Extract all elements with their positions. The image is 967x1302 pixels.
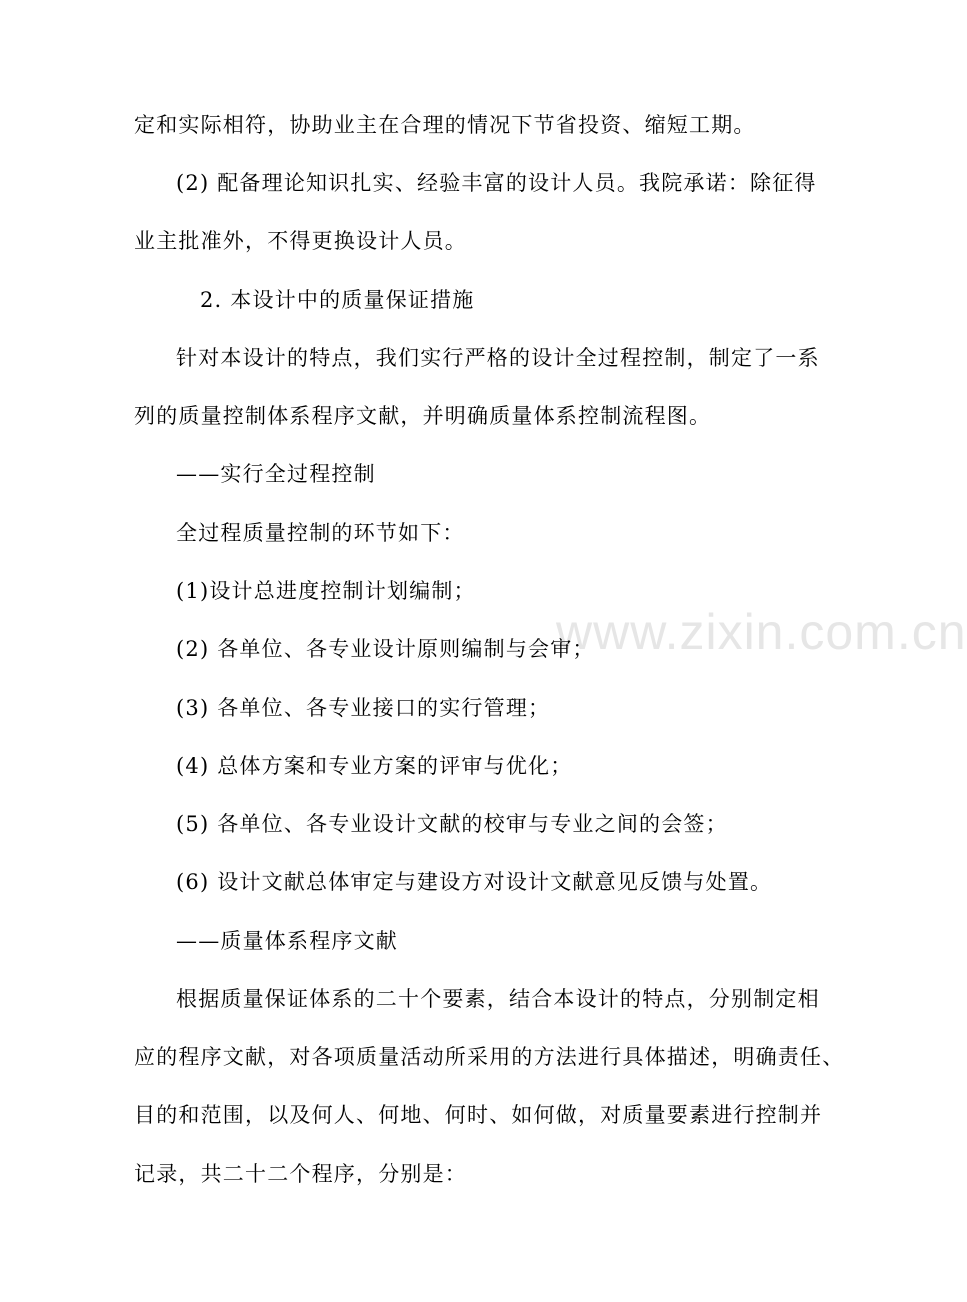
paragraph-line: 针对本设计的特点，我们实行严格的设计全过程控制，制定了一系: [176, 346, 820, 370]
paragraph-line: 应的程序文献，对各项质量活动所采用的方法进行具体描述，明确责任、: [134, 1045, 845, 1069]
paragraph-line: 记录，共二十二个程序，分别是：: [134, 1162, 467, 1186]
list-item: (4) 总体方案和专业方案的评审与优化；: [176, 754, 573, 778]
sub-heading: ——质量体系程序文献: [176, 929, 398, 953]
list-item: (5) 各单位、各专业设计文献的校审与专业之间的会签；: [176, 812, 728, 836]
paragraph-line: 业主批准外，不得更换设计人员。: [134, 229, 467, 253]
paragraph-line: 全过程质量控制的环节如下：: [176, 521, 465, 545]
section-heading: 2. 本设计中的质量保证措施: [200, 288, 475, 312]
paragraph-line: 定和实际相符，协助业主在合理的情况下节省投资、缩短工期。: [134, 113, 756, 137]
sub-heading: ——实行全过程控制: [176, 462, 376, 486]
list-item: (6) 设计文献总体审定与建设方对设计文献意见反馈与处置。: [176, 870, 773, 894]
list-item: (2) 各单位、各专业设计原则编制与会审；: [176, 637, 595, 661]
paragraph-line: 目的和范围，以及何人、何地、何时、如何做，对质量要素进行控制并: [134, 1103, 823, 1127]
list-item: (1)设计总进度控制计划编制；: [176, 579, 476, 603]
paragraph-line: (2) 配备理论知识扎实、经验丰富的设计人员。我院承诺：除征得: [176, 171, 817, 195]
paragraph-line: 列的质量控制体系程序文献，并明确质量体系控制流程图。: [134, 404, 712, 428]
paragraph-line: 根据质量保证体系的二十个要素，结合本设计的特点，分别制定相: [176, 987, 820, 1011]
list-item: (3) 各单位、各专业接口的实行管理；: [176, 696, 551, 720]
watermark-text: www.zixin.com.cn: [556, 604, 967, 660]
